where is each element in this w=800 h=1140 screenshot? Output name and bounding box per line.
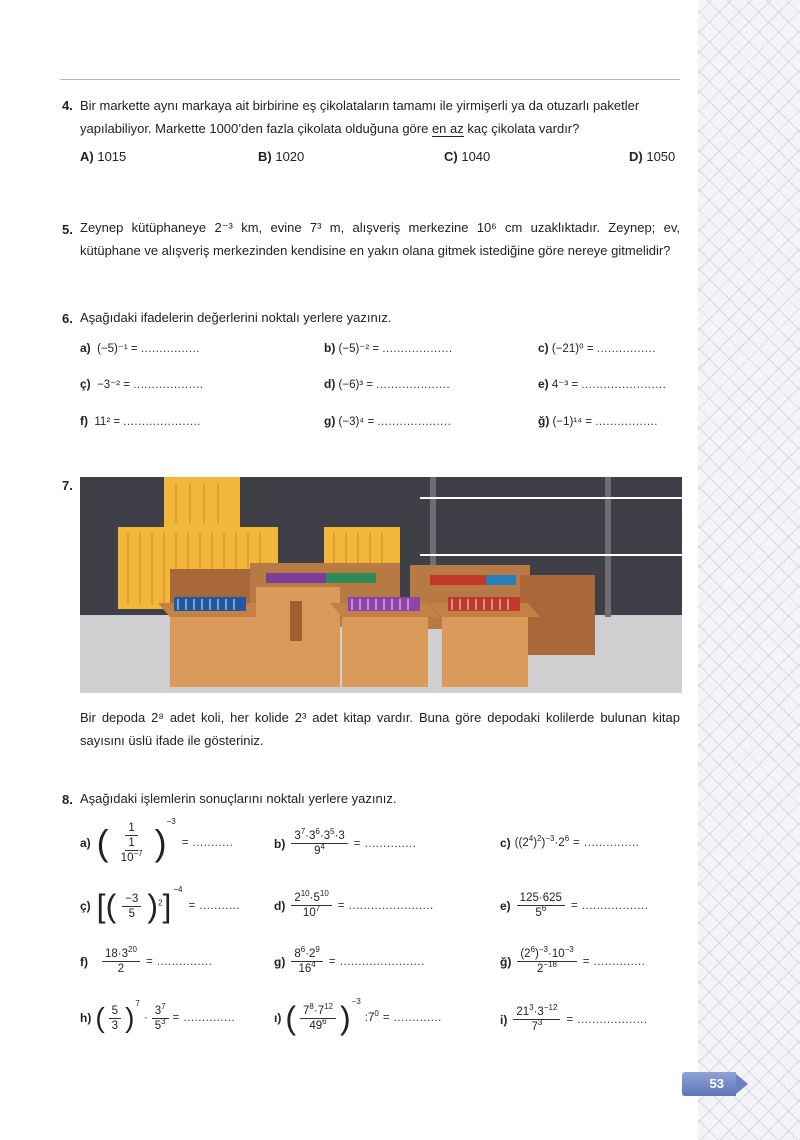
warehouse-illustration <box>80 477 682 693</box>
q6-item-d: d) (−6)³ = .................... <box>324 377 451 391</box>
q4-option-b[interactable]: B) 1020 <box>258 149 305 164</box>
q7-number: 7. <box>62 478 73 493</box>
page-number: 53 <box>682 1072 736 1096</box>
q8-item-c: c) $((2^4)^2)^{-3}\cdot 2^6$ = ............... <box>500 834 640 850</box>
q5-number: 5. <box>62 222 73 237</box>
q4-text-underlined: en az <box>431 121 464 136</box>
q6-item-c: c) (−21)⁰ = ................ <box>538 341 656 355</box>
q8-item-b: b) $\frac{3^7\cdot 3^6\cdot 3^5\cdot 3}{9^4}$ = .............. <box>274 827 417 857</box>
q6-item-g: g) (−3)⁴ = .................... <box>324 414 452 428</box>
q6-item-cc: ç) −3⁻² = ................... <box>80 377 204 391</box>
top-divider <box>60 79 680 80</box>
q8-item-d: d) $\frac{2^{10}\cdot 5^{10}}{10^7}$ = ....................... <box>274 889 434 919</box>
q5-text: Zeynep kütüphaneye 2⁻³ km, evine 7³ m, alışveriş merkezine 10⁶ cm uzaklıktadır. Zeynep; ev, kütüphane ve alışveriş merkezinden kendisine en yakın olana gitmek istediğine göre nereye gitmelidir? <box>80 220 680 258</box>
q8-item-g: g) $\frac{8^6\cdot 2^9}{16^4}$ = ....................... <box>274 945 425 975</box>
q4-number: 4. <box>62 98 73 113</box>
front-box-3 <box>330 597 440 687</box>
q4-option-d[interactable]: D) 1050 <box>629 149 676 164</box>
q6-item-a: a) (−5)⁻¹ = ................ <box>80 341 200 355</box>
q4-text-part1: Bir markette aynı markaya ait birbirine eş çikolataların tamamı ile yirmişerli ya da otuzarlı paketler yapılabiliyor. Markette 1000’den fazla çikolata olduğuna göre <box>80 98 640 136</box>
q4-option-a[interactable]: A) 1015 <box>80 149 127 164</box>
q6-number: 6. <box>62 311 73 326</box>
q6-item-f: f) 11² = ..................... <box>80 414 201 428</box>
q8-item-gg: ğ) $\frac{(2^6)^{-3}\cdot 10^{-3}}{2^{-18}}$ = .............. <box>500 945 646 975</box>
q4-text <box>80 94 680 140</box>
q8-item-f: f) $\frac{18\cdot 3^{20}}{2}$ = ............... <box>80 945 213 975</box>
front-box-4 <box>430 597 540 687</box>
front-box-2 <box>256 587 340 687</box>
q8-item-e: e) $\frac{125\cdot 625}{5^6}$ = .................. <box>500 892 649 919</box>
q6-item-b: b) (−5)⁻² = ................... <box>324 341 453 355</box>
q8-number: 8. <box>62 792 73 807</box>
q4-text-part2: kaç çikolata vardır? <box>463 121 580 136</box>
q4-option-c[interactable]: C) 1040 <box>444 149 491 164</box>
q8-item-h: h) ( $\frac{5}{3}$ ) 7 · $\frac{3^7}{5^3}$ = .............. <box>80 999 236 1033</box>
q8-item-i: ı) ( $\frac{7^8\cdot 7^{12}}{49^6}$ ) −3 $:7^0$ = ............. <box>274 997 442 1036</box>
q6-instruction: Aşağıdaki ifadelerin değerlerini noktalı yerlere yazınız. <box>80 310 392 325</box>
q8-instruction: Aşağıdaki işlemlerin sonuçlarını noktalı yerlere yazınız. <box>80 791 397 806</box>
page-number-tab-tip <box>736 1074 748 1094</box>
page-margin-pattern <box>698 0 800 1140</box>
q8-item-j: i) $\frac{21^3\cdot 3^{-12}}{7^3}$ = ................... <box>500 1003 648 1033</box>
q6-item-gg: ğ) (−1)¹⁴ = ................. <box>538 414 659 428</box>
q8-item-a: a) ( $\frac{1}{\frac{1}{10^{-7}}}$ ) −3 = ........... <box>80 817 234 864</box>
q8-item-cc: ç) [( $\frac{-3}{5}$ )$^2$] −4 = ........... <box>80 885 241 924</box>
q7-text: Bir depoda 2⁸ adet koli, her kolide 2³ adet kitap vardır. Buna göre depodaki kolilerde bulunan kitap sayısını üslü ifade ile gösteriniz. <box>80 710 680 748</box>
front-box-1 <box>158 597 256 687</box>
q6-item-e: e) 4⁻³ = ....................... <box>538 377 667 391</box>
